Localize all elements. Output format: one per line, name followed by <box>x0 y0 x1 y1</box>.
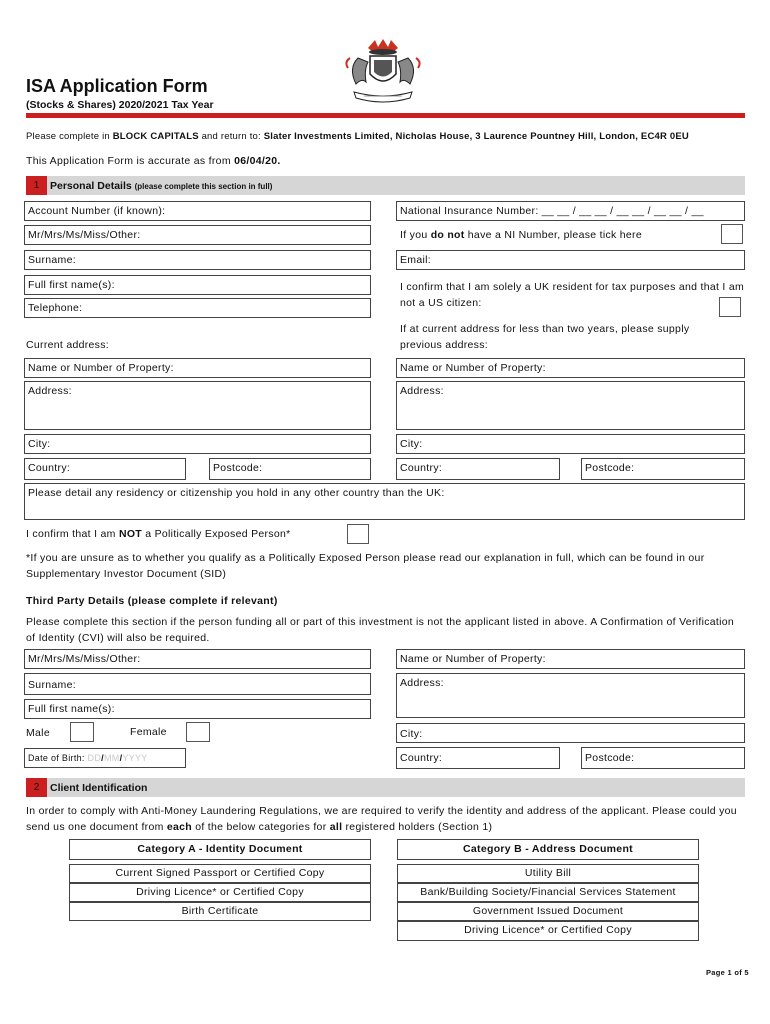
dob-month: MM <box>103 753 120 763</box>
tp-country-field[interactable]: Country: <box>396 747 560 769</box>
tp-surname-field[interactable]: Surname: <box>24 673 371 695</box>
address-field[interactable]: Address: <box>24 381 371 430</box>
page-subtitle: (Stocks & Shares) 2020/2021 Tax Year <box>26 99 214 111</box>
dob-year: YYYY <box>122 753 148 763</box>
female-checkbox[interactable] <box>186 722 210 742</box>
tp-property-field[interactable]: Name or Number of Property: <box>396 649 745 669</box>
category-b-item: Driving Licence* or Certified Copy <box>397 921 699 941</box>
accuracy-note: This Application Form is accurate as from 06/04/20. <box>26 155 281 167</box>
section-number: 2 <box>26 778 47 797</box>
previous-property-field[interactable]: Name or Number of Property: <box>396 358 745 378</box>
first-names-field[interactable]: Full first name(s): <box>24 275 371 295</box>
previous-city-field[interactable]: City: <box>396 434 745 454</box>
male-checkbox[interactable] <box>70 722 94 742</box>
page-number: Page 1 of 5 <box>706 968 749 977</box>
uk-resident-statement: I confirm that I am solely a UK resident for tax purposes and that I am not a US citizen: <box>400 281 745 309</box>
female-label: Female <box>130 726 167 738</box>
header-divider <box>26 113 745 118</box>
third-party-heading: Third Party Details (please complete if relevant) <box>26 595 278 607</box>
tp-title-field[interactable]: Mr/Mrs/Ms/Miss/Other: <box>24 649 371 669</box>
third-party-description: Please complete this section if the person funding all or part of this investment is not the applicant listed in above. A Confirmation of Verification of Identity (CVI) will also be required. <box>26 616 735 644</box>
section-number: 1 <box>26 176 47 195</box>
section-1-header <box>26 176 745 195</box>
section-title: Client Identification <box>50 782 148 794</box>
category-a-item: Birth Certificate <box>69 902 371 921</box>
category-a-item: Current Signed Passport or Certified Copy <box>69 864 371 883</box>
surname-field[interactable]: Surname: <box>24 250 371 270</box>
property-field[interactable]: Name or Number of Property: <box>24 358 371 378</box>
ni-number-field[interactable]: National Insurance Number: __ __ / __ __ / __ __ / __ __ / __ <box>396 201 745 221</box>
instructions: Please complete in BLOCK CAPITALS and return to: Slater Investments Limited, Nicholas House, 3 Laurence Pountney Hill, London, EC4R 0EU <box>26 131 689 142</box>
category-b-item: Bank/Building Society/Financial Services Statement <box>397 883 699 902</box>
pep-statement: I confirm that I am NOT a Politically Exposed Person* <box>26 528 291 540</box>
previous-postcode-field[interactable]: Postcode: <box>581 458 745 480</box>
uk-resident-checkbox[interactable] <box>719 297 741 317</box>
postcode-field[interactable]: Postcode: <box>209 458 371 480</box>
title-field[interactable]: Mr/Mrs/Ms/Miss/Other: <box>24 225 371 245</box>
category-b-header: Category B - Address Document <box>397 839 699 860</box>
dob-field[interactable]: Date of Birth: DD/MM/YYYY <box>24 748 186 768</box>
country-field[interactable]: Country: <box>24 458 186 480</box>
current-address-label: Current address: <box>26 339 110 351</box>
crest-logo <box>338 38 428 106</box>
tp-postcode-field[interactable]: Postcode: <box>581 747 745 769</box>
page-title: ISA Application Form <box>26 76 208 96</box>
no-ni-checkbox[interactable] <box>721 224 743 244</box>
male-label: Male <box>26 727 50 739</box>
city-field[interactable]: City: <box>24 434 371 454</box>
previous-address-field[interactable]: Address: <box>396 381 745 430</box>
tp-city-field[interactable]: City: <box>396 723 745 743</box>
section-title: Personal Details (please complete this section in full) <box>50 180 273 192</box>
section-2-description: In order to comply with Anti-Money Laundering Regulations, we are required to verify the identity and address of the applicant. Please could you send us one document from each of the below categories for all registered holders (Section 1) <box>26 805 737 833</box>
category-a-header: Category A - Identity Document <box>69 839 371 860</box>
telephone-field[interactable]: Telephone: <box>24 298 371 318</box>
previous-country-field[interactable]: Country: <box>396 458 560 480</box>
account-number-field[interactable]: Account Number (if known): <box>24 201 371 221</box>
category-a-item: Driving Licence* or Certified Copy <box>69 883 371 902</box>
tp-first-names-field[interactable]: Full first name(s): <box>24 699 371 719</box>
category-b-item: Government Issued Document <box>397 902 699 921</box>
category-b-item: Utility Bill <box>397 864 699 883</box>
dob-day: DD <box>87 753 102 763</box>
section-2-header <box>26 778 745 797</box>
residency-field[interactable]: Please detail any residency or citizenship you hold in any other country than the UK: <box>24 483 745 520</box>
tp-address-field[interactable]: Address: <box>396 673 745 718</box>
pep-checkbox[interactable] <box>347 524 369 544</box>
pep-note: *If you are unsure as to whether you qualify as a Politically Exposed Person please read our explanation in full, which can be found in our Supplementary Investor Document (SID) <box>26 552 705 580</box>
previous-address-note: If at current address for less than two years, please supply previous address: <box>400 323 690 351</box>
no-ni-note: If you do not have a NI Number, please tick here <box>400 229 642 241</box>
email-field[interactable]: Email: <box>396 250 745 270</box>
